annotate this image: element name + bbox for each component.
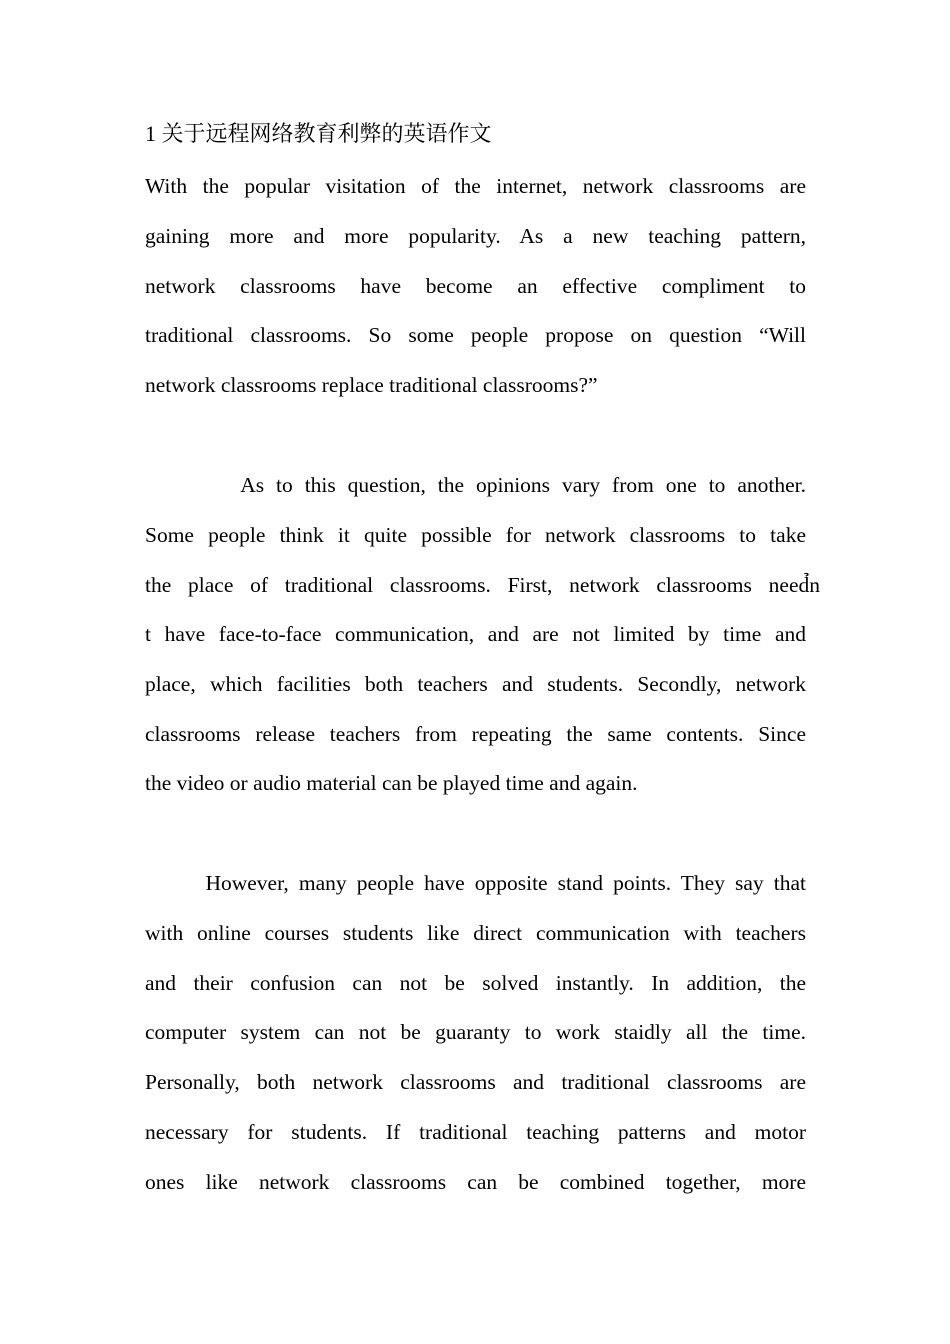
text-line: with online courses students like direct communication with teachers [145,921,806,945]
text-line: the video or audio material can be played time and again. [145,771,638,795]
text-line: However, many people have opposite stand points. They say that [145,871,806,895]
text-line: place, which facilities both teachers and students. Secondly, network [145,672,806,696]
text-line: Some people think it quite possible for network classrooms to take [145,523,806,547]
text-line: necessary for students. If traditional teaching patterns and motor [145,1120,806,1144]
text-line: Personally, both network classrooms and traditional classrooms are [145,1070,806,1094]
text-line: As to this question, the opinions vary from one to another. [145,473,806,497]
text-line: With the popular visitation of the internet, network classrooms are [145,174,806,198]
document-title: 1 关于远程网络教育利弊的英语作文 [145,121,492,146]
text-line: ones like network classrooms can be combined together, more [145,1170,806,1194]
text-line: computer system can not be guaranty to work staidly all the time. [145,1020,806,1044]
text-line: traditional classrooms. So some people propose on question “Will [145,323,806,347]
text-line: t have face-to-face communication, and are not limited by time and [145,622,806,646]
text-line: the place of traditional classrooms. First, network classrooms need̉n [145,573,820,597]
text-line: network classrooms replace traditional classrooms?” [145,373,598,397]
text-line: gaining more and more popularity. As a new teaching pattern, [145,224,806,248]
text-line: and their confusion can not be solved instantly. In addition, the [145,971,806,995]
text-line: classrooms release teachers from repeating the same contents. Since [145,722,806,746]
text-line: network classrooms have become an effective compliment to [145,274,806,298]
